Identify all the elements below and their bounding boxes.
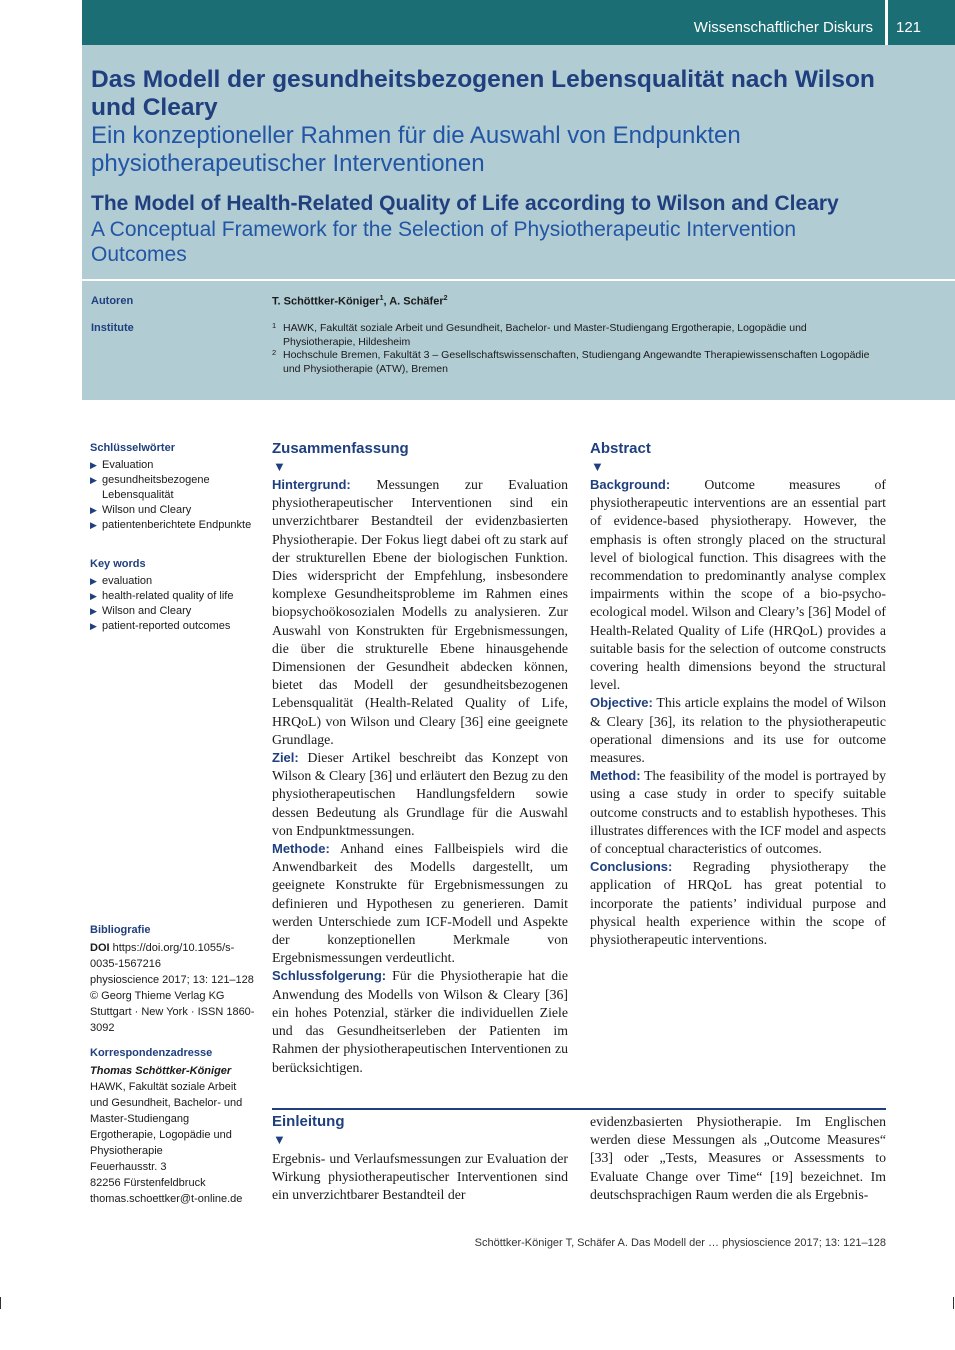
institutes-label: Institute <box>91 322 134 334</box>
paragraph-text: This article explains the model of Wilson & Cleary [36], its relation to the physiotherapeutic operational dimensions and its use for outcome measures. <box>590 695 886 766</box>
header-divider <box>885 0 888 45</box>
institute-item <box>272 349 877 376</box>
affiliation-marker: 2 <box>443 295 448 302</box>
bullet-icon: ▶ <box>90 576 97 586</box>
title-english: The Model of Health-Related Quality of Life according to Wilson and Cleary <box>91 192 839 215</box>
triangle-icon: ▼ <box>273 1132 286 1147</box>
keywords-english <box>90 557 255 634</box>
doi-link[interactable]: https://doi.org/10.1055/s-0035-1567216 <box>90 942 235 970</box>
bullet-icon: ▶ <box>90 606 97 616</box>
bibliography-heading: Bibliografie <box>90 924 151 936</box>
correspondence <box>90 1045 255 1207</box>
address-line: HAWK, Fakultät soziale Arbeit und Gesundheit, Bachelor- und Master-Studiengang Ergotherapie, Logopädie und Physiotherapie <box>90 1081 243 1157</box>
einleitung-column-1 <box>272 1150 568 1205</box>
zusammenfassung-heading: Zusammenfassung <box>272 440 409 457</box>
paragraph-text: Dieser Artikel beschreibt das Konzept von Wilson & Cleary [36] und erläutert den Bezug zu den physiotherapeutischen Handlungsfeldern sowie dessen Bedeutung als Grundlage für die Auswahl von Endpunktmessungen. <box>272 750 568 838</box>
institute-text: HAWK, Fakultät soziale Arbeit und Gesundheit, Bachelor- und Master-Studiengang Ergotherapie, Logopädie und Physiotherapie, Hildesheim <box>283 322 807 348</box>
abstract-body <box>590 476 886 949</box>
page-footer: Schöttker-Königer T, Schäfer A. Das Modell der … physioscience 2017; 13: 121–128 <box>474 1237 886 1249</box>
paragraph-text: Messungen zur Evaluation physiotherapeutischer Interventionen sind ein unverzichtbarer Bestandteil der evidenzbasierten Physiotherapie. Der Fokus liegt dabei oft zu stark auf der strukturellen Ebene der biologischen Funktion. Dies widerspricht der Empfehlung, insbesondere komplexe Gesundheitsprobleme im Rahmen eines biopsychoökosozialen Modells zu analysieren. Zur Auswahl von Konstrukten für Ergebnismessungen, die über die strukturelle Ebene hinausgehende Dimensionen der Gesundheit abdecken können, bietet das Modell der gesundheitsbezogenen Lebensqualität (Health-Related Quality of Life, HRQoL) von Wilson und Cleary [36] eine geeignete Grundlage. <box>272 477 568 747</box>
paragraph-text: Outcome measures of physiotherapeutic interventions are an essential part of evidence-based physiotherapy. However, the emphasis is often strongly placed on the structural level of biological function. This disagrees with the recommendation to predominantly analyse complex impairments within the scope of a bio-psycho-ecological model. Wilson and Cleary’s [36] Model of Health-Related Quality of Life (HRQoL) provides a suitable basis for the selection of outcome constructs covering health dimensions beyond the structural level. <box>590 477 886 693</box>
address-line: 82256 Fürstenfeldbruck <box>90 1177 206 1189</box>
keywords-german <box>90 441 255 533</box>
paragraph-text: The feasibility of the model is portrayed by using a case study in order to specify suitable outcome constructs and to establish hypotheses. This illustrates differences with the ICF model and aspects of conceptual characteristics of outcomes. <box>590 768 886 857</box>
affiliation-marker: 1 <box>379 295 384 302</box>
journal-section: Wissenschaftlicher Diskurs <box>693 19 873 36</box>
abstract-paragraph <box>590 767 886 858</box>
abstract-paragraph <box>590 858 886 949</box>
paragraph-label: Method: <box>590 768 641 784</box>
triangle-icon: ▼ <box>591 459 604 474</box>
authors-block <box>82 281 955 400</box>
crop-mark <box>0 1297 1 1309</box>
abstract-paragraph <box>590 476 886 694</box>
bullet-icon: ▶ <box>90 475 97 485</box>
bullet-icon: ▶ <box>90 591 97 601</box>
address-line: Feuerhausstr. 3 <box>90 1161 167 1173</box>
paragraph-label: Methode: <box>272 841 330 857</box>
keyword-item <box>90 619 255 634</box>
paragraph-label: Schlussfolgerung: <box>272 968 387 984</box>
einleitung-heading: Einleitung <box>272 1113 345 1130</box>
correspondence-heading: Korrespondenzadresse <box>90 1047 213 1059</box>
body-paragraph: evidenzbasierten Physiotherapie. Im Englischen werden diese Messungen als „Outcome Measures“ [33] oder „Tests, Measures or Assessments to Evaluate Change over Time“ [19] bezeichnet. Im deutschsprachigen Raum werden die als Ergebnis- <box>590 1114 886 1202</box>
paragraph-label: Background: <box>590 477 671 492</box>
keyword-item <box>90 503 255 518</box>
abstract-paragraph <box>590 694 886 767</box>
paragraph-label: Ziel: <box>272 750 299 766</box>
keywords-english-heading: Key words <box>90 558 146 570</box>
bullet-icon: ▶ <box>90 505 97 515</box>
page-number: 121 <box>896 19 922 36</box>
bullet-icon: ▶ <box>90 621 97 631</box>
crop-mark <box>953 1297 954 1309</box>
keyword-item <box>90 604 255 619</box>
abstract-paragraph <box>272 749 568 840</box>
einleitung-column-2 <box>590 1113 886 1204</box>
paragraph-label: Conclusions: <box>590 859 673 875</box>
abstract-heading: Abstract <box>590 440 651 457</box>
institute-number: 1 <box>272 321 277 330</box>
author-separator: , <box>383 295 390 308</box>
keyword-text: patient-reported outcomes <box>102 620 231 632</box>
keyword-item <box>90 574 255 589</box>
triangle-icon: ▼ <box>273 459 286 474</box>
author-name: A. Schäfer <box>389 295 444 308</box>
abstract-paragraph <box>272 840 568 967</box>
keyword-text: Evaluation <box>102 459 154 471</box>
authors-label: Autoren <box>91 295 134 307</box>
subtitle-english: A Conceptual Framework for the Selection of Physiotherapeutic Intervention Outcomes <box>91 218 797 266</box>
keyword-item <box>90 458 255 473</box>
correspondent-name: Thomas Schöttker-Königer <box>90 1065 232 1077</box>
keyword-text: evaluation <box>102 575 153 587</box>
keywords-german-heading: Schlüsselwörter <box>90 442 175 454</box>
bullet-icon: ▶ <box>90 460 97 470</box>
email-link[interactable]: thomas.schoettker@t-online.de <box>90 1193 243 1205</box>
institute-item <box>272 322 877 349</box>
paragraph-label: Objective: <box>590 695 653 711</box>
author-name: T. Schöttker-Königer <box>272 295 380 308</box>
zusammenfassung-body <box>272 476 568 1077</box>
bullet-icon: ▶ <box>90 520 97 530</box>
doi-label: DOI <box>90 942 110 954</box>
keyword-text: gesundheitsbezogene Lebensqualität <box>102 474 210 501</box>
institute-number: 2 <box>272 348 277 357</box>
title-block <box>82 45 955 279</box>
doi-line <box>90 940 255 972</box>
subtitle-german: Ein konzeptioneller Rahmen für die Auswahl von Endpunkten physiotherapeutischer Interventionen <box>91 122 741 177</box>
keyword-text: Wilson und Cleary <box>102 504 192 516</box>
paragraph-label: Hintergrund: <box>272 477 351 492</box>
bibliography <box>90 922 255 1036</box>
keyword-item <box>90 589 255 604</box>
keyword-item <box>90 473 255 503</box>
paragraph-text: Anhand eines Fallbeispiels wird die Anwendbarkeit des Modells dargestellt, um geeignete Konstrukte für Ergebnismessungen zu definieren und Hypothesen zu generieren. Damit werden Unterschiede zum ICF-Modell und Aspekte der konzeptionellen Merkmale von Ergebnismessungen verdeutlicht. <box>272 841 568 966</box>
paragraph-text: Für die Physiotherapie hat die Anwendung des Modells von Wilson & Cleary [36] ein hohes Potenzial, stärker die individuellen Ziele und das Gesundheitserleben der Patienten im Rahmen der physiotherapeutischen Interventionen zu berücksichtigen. <box>272 968 568 1075</box>
author-list <box>272 295 448 308</box>
section-rule <box>272 1108 886 1110</box>
abstract-paragraph <box>272 476 568 749</box>
keyword-item <box>90 518 255 533</box>
abstract-paragraph <box>272 967 568 1076</box>
keyword-text: health-related quality of life <box>102 590 234 602</box>
paragraph-text: Regrading physiotherapy the application of HRQoL has great potential to incorporate the patients’ individual purpose and physical health experience within the scope of physiotherapeutic interventions. <box>590 859 886 948</box>
citation: physioscience 2017; 13: 121–128 © Georg Thieme Verlag KG Stuttgart · New York · ISSN 1860-3092 <box>90 974 255 1034</box>
body-paragraph: Ergebnis- und Verlaufsmessungen zur Evaluation der Wirkung physiotherapeutischer Interventionen sind ein unverzichtbarer Bestandteil der <box>272 1151 568 1203</box>
title-german: Das Modell der gesundheitsbezogenen Lebensqualität nach Wilson und Cleary <box>91 66 875 121</box>
keyword-text: Wilson and Cleary <box>102 605 192 617</box>
institute-text: Hochschule Bremen, Fakultät 3 – Gesellschaftswissenschaften, Studiengang Angewandte Therapiewissenschaften Logopädie und Physiotherapie (ATW), Bremen <box>283 349 870 375</box>
keyword-text: patientenberichtete Endpunkte <box>102 519 252 531</box>
